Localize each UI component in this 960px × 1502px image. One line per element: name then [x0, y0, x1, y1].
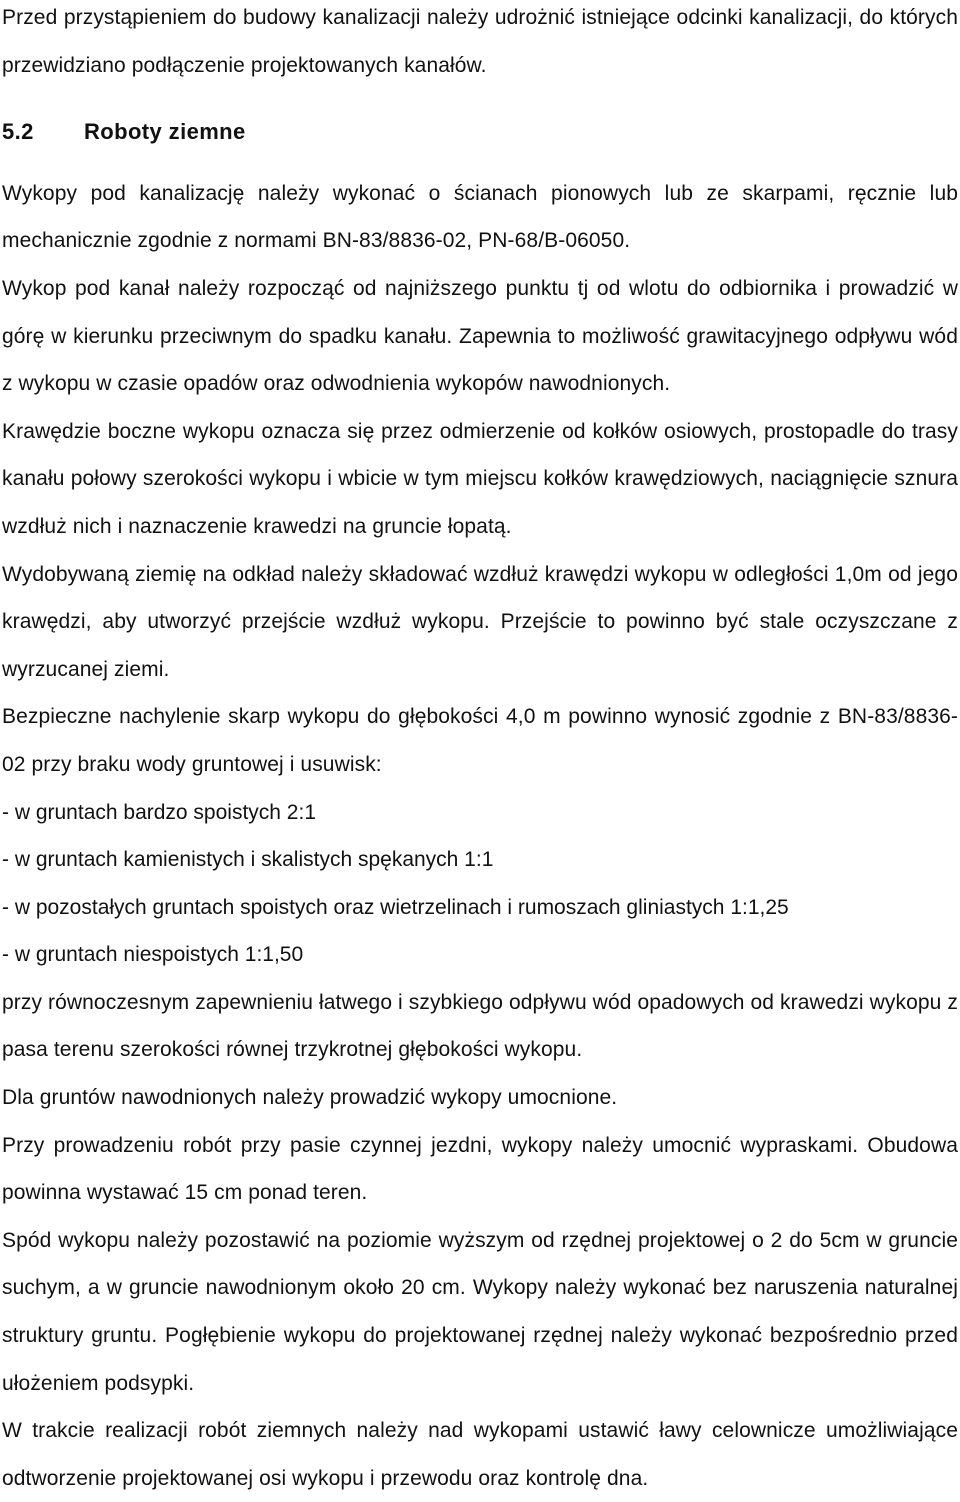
intro-paragraph: Przed przystąpieniem do budowy kanalizacji należy udrożnić istniejące odcinki kanalizacji, do których przewidziano podłączenie projektowanych kanałów.: [2, 6, 958, 77]
paragraph-drainage: przy równoczesnym zapewnieniu łatwego i szybkiego odpływu wód opadowych od krawedzi wykopu z pasa terenu szerokości równej trzykrotnej głębokości wykopu.: [2, 990, 958, 1062]
list-item: - w gruntach bardzo spoistych 2:1: [2, 800, 316, 824]
paragraph-safe-slopes: Bezpieczne nachylenie skarp wykopu do głębokości 4,0 m powinno wynosić zgodnie z BN-83/8836-02 przy braku wody gruntowej i usuwisk:: [2, 705, 958, 776]
list-item: - w gruntach kamienistych i skalistych spękanych 1:1: [2, 848, 494, 872]
list-item: - w pozostałych gruntach spoistych oraz wietrzelinach i rumoszach gliniastych 1:1,25: [2, 895, 789, 919]
list-item: - w gruntach niespoistych 1:1,50: [2, 943, 304, 967]
section-number: 5.2: [2, 119, 34, 145]
paragraph-spoil-storage: Wydobywaną ziemię na odkład należy składować wzdłuż krawędzi wykopu w odległości 1,0m od jego krawędzi, aby utworzyć przejście wzdłuż wykopu. Przejście to powinno być stale oczyszczane z wyrzucanej ziemi.: [2, 562, 958, 681]
document-page: [2, 0, 958, 1502]
paragraph-excavation-walls: Wykopy pod kanalizację należy wykonać o ścianach pionowych lub ze skarpami, ręcznie lub mechanicznie zgodnie z normami BN-83/8836-02, PN-68/B-06050.: [2, 181, 958, 253]
section-title: Roboty ziemne: [84, 119, 246, 145]
paragraph-excavation-edges: Krawędzie boczne wykopu oznacza się przez odmierzenie od kołków osiowych, prostopadle do trasy kanału połowy szerokości wykopu i wbicie w tym miejscu kołków krawędziowych, naciągnięcie sznura wzdłuż nich i naznaczenie krawedzi na gruncie łopatą.: [2, 419, 958, 538]
paragraph-sighting-boards: W trakcie realizacji robót ziemnych należy nad wykopami ustawić ławy celownicze umożliwiające odtworzenie projektowanej osi wykopu i przewodu oraz kontrolę dna.: [2, 1419, 958, 1490]
paragraph-excavation-bottom: Spód wykopu należy pozostawić na poziomie wyższym od rzędnej projektowej o 2 do 5cm w gruncie suchym, a w gruncie nawodnionym około 20 cm. Wykopy należy wykonać bez naruszenia naturalnej struktury gruntu. Pogłębienie wykopu do projektowanej rzędnej należy wykonać bezpośrednio przed ułożeniem podsypki.: [2, 1228, 958, 1395]
section-heading: [2, 108, 958, 156]
paragraph-roadway-works: Przy prowadzeniu robót przy pasie czynnej jezdni, wykopy należy umocnić wypraskami. Obudowa powinna wystawać 15 cm ponad teren.: [2, 1133, 958, 1205]
paragraph-waterlogged-soils: Dla gruntów nawodnionych należy prowadzić wykopy umocnione.: [2, 1086, 618, 1110]
slope-list: [2, 789, 958, 979]
paragraph-excavation-start: Wykop pod kanał należy rozpocząć od najniższego punktu tj od wlotu do odbiornika i prowadzić w górę w kierunku przeciwnym do spadku kanału. Zapewnia to możliwość grawitacyjnego odpływu wód z wykopu w czasie opadów oraz odwodnienia wykopów nawodnionych.: [2, 276, 958, 396]
